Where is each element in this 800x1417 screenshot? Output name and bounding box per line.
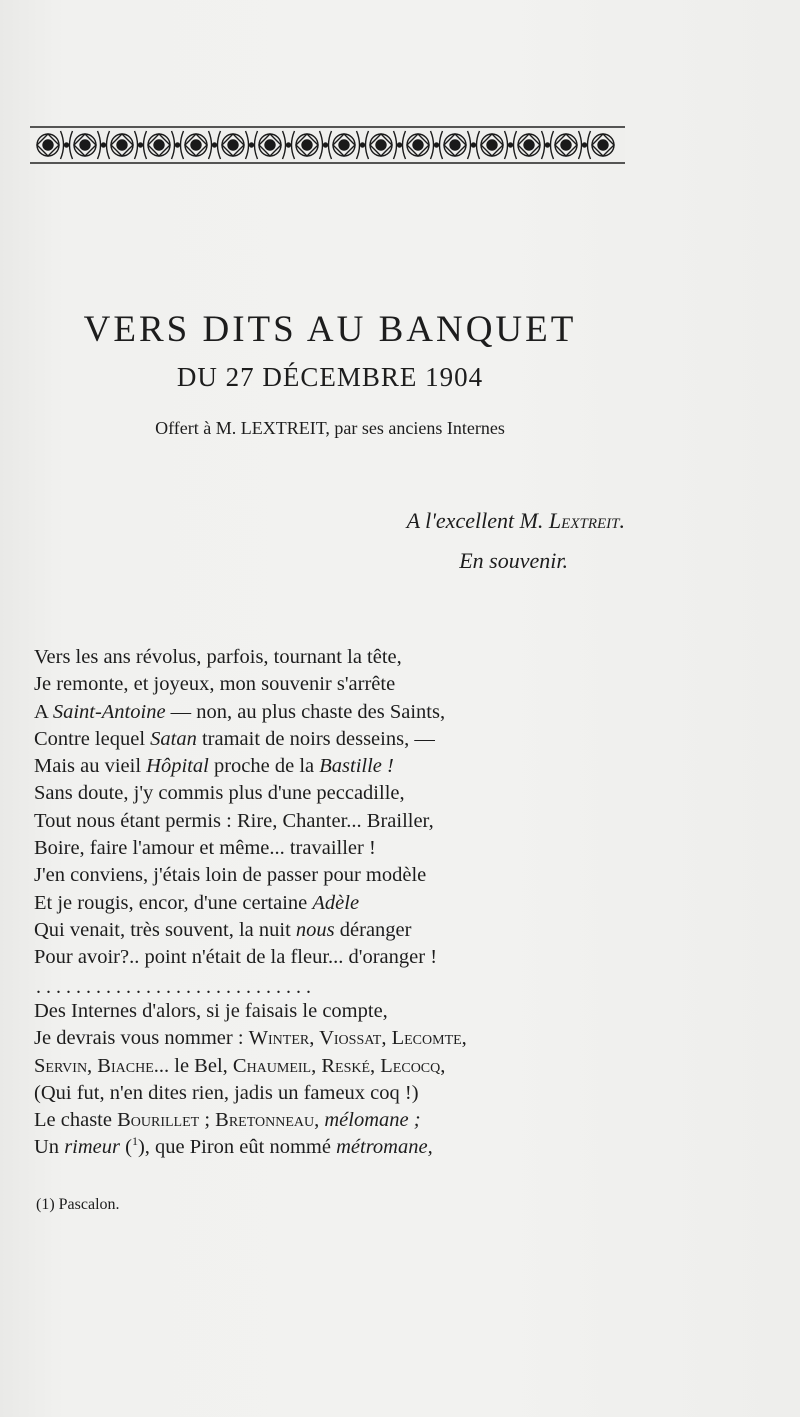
text: ( <box>120 1136 132 1159</box>
text: A <box>34 700 53 723</box>
ellipsis-divider: . . . . . . . . . . . . . . . . . . . . . . . . . . . . <box>36 976 311 998</box>
epigraph-line-2: En souvenir. <box>459 548 568 573</box>
epigraph-prefix: A l'excellent M. <box>406 508 544 533</box>
italic-text: Hôpital <box>146 755 209 778</box>
poem-line <box>34 753 594 780</box>
text: — non, au plus chaste des Saints, <box>165 700 446 723</box>
epigraph-name: Lextreit <box>548 508 620 533</box>
poem-line <box>34 890 594 917</box>
text: ... le Bel, <box>153 1054 233 1077</box>
names: Chaumeil, Reské, Lecocq, <box>232 1054 446 1077</box>
text: déranger <box>334 918 412 941</box>
poem-line: Je remonte, et joyeux, mon souvenir s'arrête <box>34 673 396 696</box>
page-title: VERS DITS AU BANQUET <box>83 309 577 350</box>
poem-line <box>34 1053 574 1080</box>
poem-line <box>34 726 594 753</box>
poem-line <box>34 917 594 944</box>
italic-text: Saint-Antoine <box>52 700 166 723</box>
epigraph-end: . <box>619 508 625 533</box>
text: Contre lequel <box>34 727 151 750</box>
poem-line <box>34 1134 574 1161</box>
poem-line: Vers les ans révolus, parfois, tournant la tête, <box>34 646 402 668</box>
text: Qui venait, très souvent, la nuit <box>34 918 296 941</box>
italic-text: Bastille ! <box>319 755 394 778</box>
text: Un <box>34 1136 65 1159</box>
text: proche de la <box>208 755 320 778</box>
italic-text: Adèle <box>312 891 360 914</box>
italic-text: métromane, <box>336 1136 433 1159</box>
poem-stanza-2 <box>34 998 574 1162</box>
names: Servin, Biache <box>34 1054 154 1077</box>
names: Bourillet <box>117 1109 200 1132</box>
poem-line <box>34 1025 574 1052</box>
poem-line: Des Internes d'alors, si je faisais le compte, <box>34 1000 388 1022</box>
text: Mais au vieil <box>34 755 147 778</box>
text: Le chaste <box>34 1109 118 1132</box>
poem-stanza-1 <box>34 644 594 972</box>
text: ; <box>199 1109 216 1132</box>
footnote: (1) Pascalon. <box>36 1196 120 1213</box>
text: Et je rougis, encor, d'une certaine <box>34 891 313 914</box>
poem-line <box>34 699 594 726</box>
italic-text: Satan <box>150 727 197 750</box>
text: tramait de noirs desseins, — <box>196 727 435 750</box>
poem-line <box>34 1107 574 1134</box>
italic-text: rimeur <box>64 1136 120 1159</box>
poem-line: J'en conviens, j'étais loin de passer pour modèle <box>34 864 427 887</box>
poem-line: Pour avoir?.. point n'était de la fleur... d'oranger ! <box>34 946 438 969</box>
poem-line: Tout nous étant permis : Rire, Chanter... Brailler, <box>34 809 434 832</box>
poem-line: (Qui fut, n'en dites rien, jadis un fameux coq !) <box>34 1081 419 1104</box>
italic-text: mélomane ; <box>319 1109 421 1132</box>
footnote-ref[interactable]: 1 <box>131 1134 138 1149</box>
poem-line: Boire, faire l'amour et même... travailler ! <box>34 837 376 860</box>
text: Je devrais vous nommer : <box>34 1027 249 1050</box>
ornamental-border <box>30 126 625 164</box>
epigraph-line-1 <box>407 508 625 534</box>
subtitle-text: DU 27 DÉCEMBRE 1904 <box>176 362 484 392</box>
page-subtitle <box>0 362 660 393</box>
names: Bretonneau, <box>215 1109 320 1132</box>
names: Winter, Viossat, Lecomte, <box>248 1027 467 1050</box>
poem-line: Sans doute, j'y commis plus d'une peccadille, <box>34 782 405 805</box>
italic-text: nous <box>295 918 335 941</box>
offered-line: Offert à M. LEXTREIT, par ses anciens Internes <box>155 418 505 438</box>
text: ), que Piron eût nommé <box>137 1136 337 1159</box>
